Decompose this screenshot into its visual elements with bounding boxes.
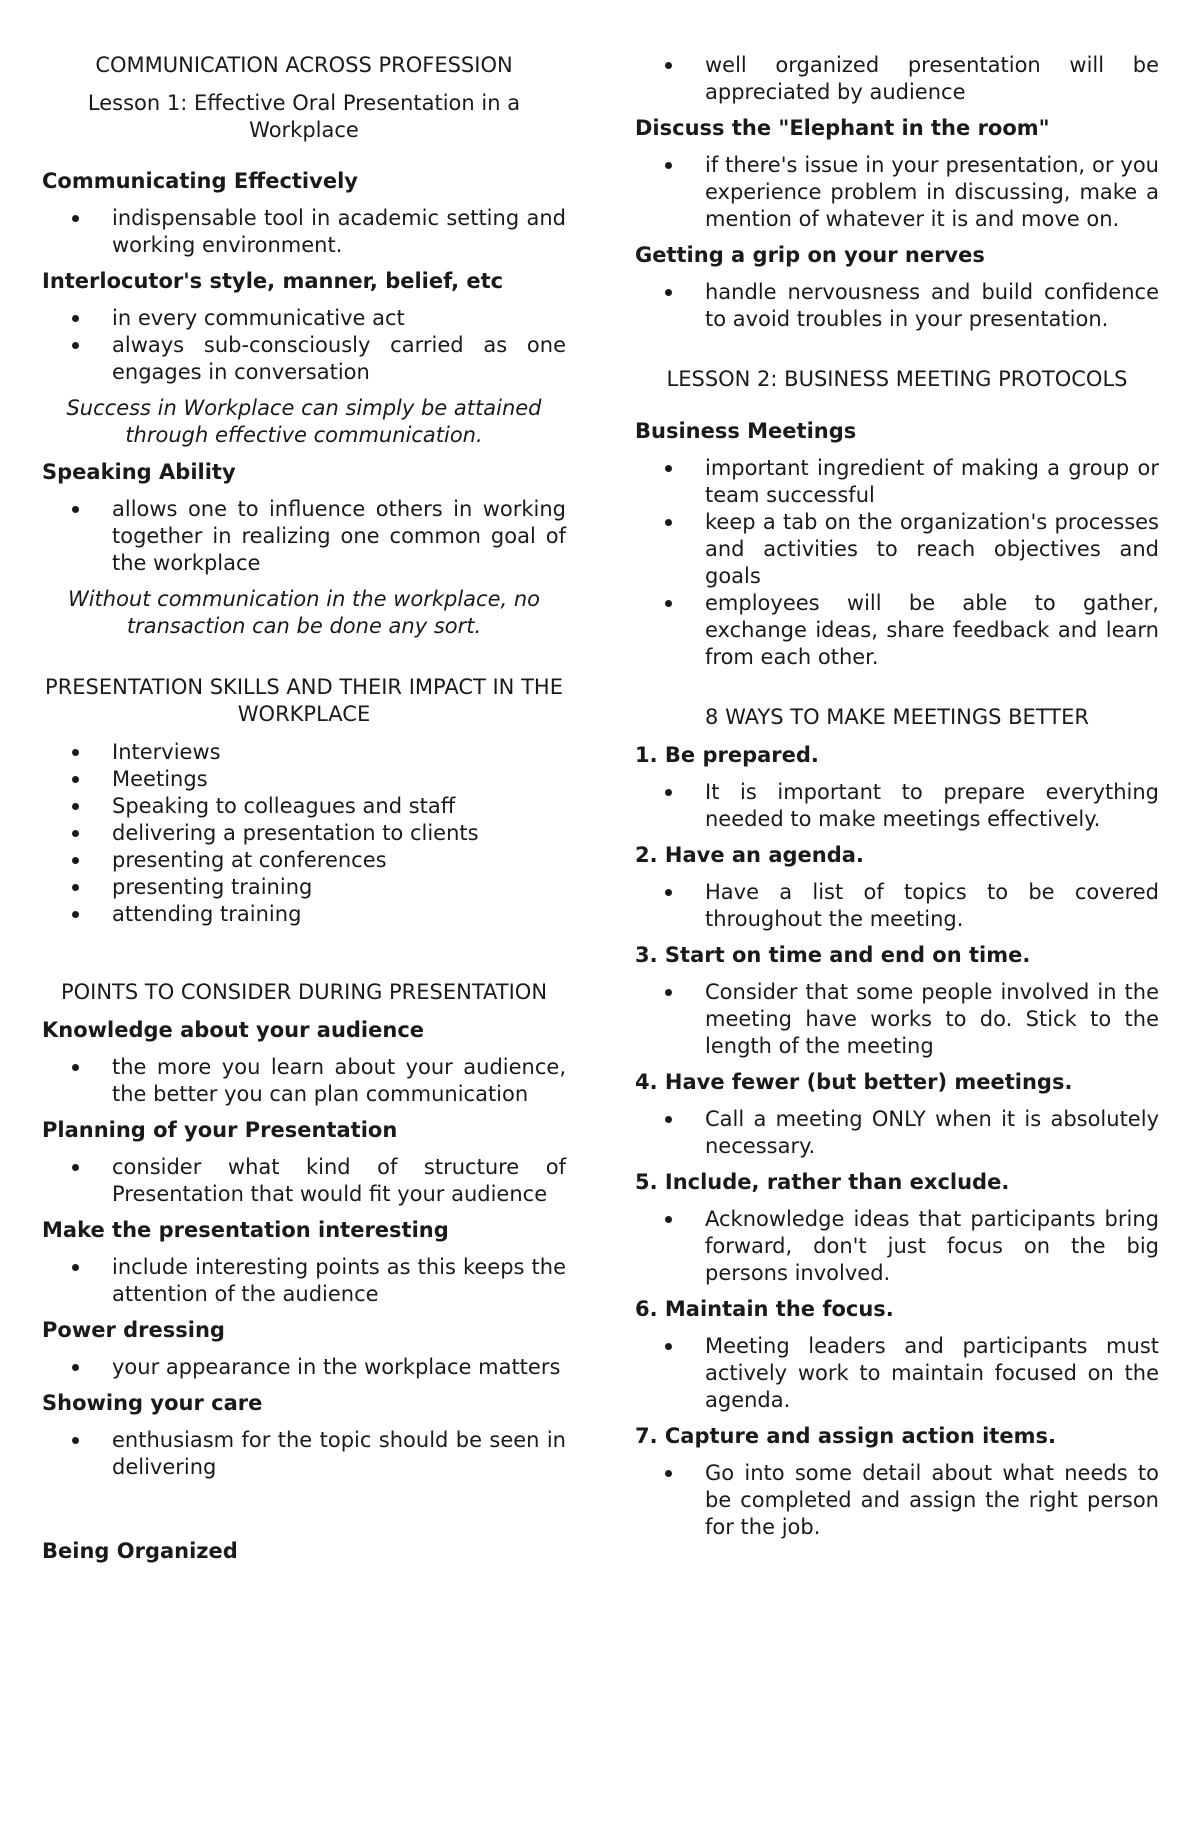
list-skills bbox=[42, 739, 566, 928]
heading-planning: Planning of your Presentation bbox=[42, 1118, 398, 1142]
list-power-dressing bbox=[42, 1354, 566, 1381]
ways-title: 8 WAYS TO MAKE MEETINGS BETTER bbox=[705, 705, 1089, 729]
heading-nerves: Getting a grip on your nerves bbox=[635, 243, 985, 267]
list-item: well organized presentation will be appreciated by audience bbox=[635, 52, 1159, 106]
list-way-2 bbox=[635, 879, 1159, 933]
lesson1-title: Lesson 1: Effective Oral Presentation in a Workplace bbox=[87, 91, 521, 142]
list-item: important ingredient of making a group or team successful bbox=[635, 455, 1159, 509]
list-item: Interviews bbox=[42, 739, 566, 766]
list-way-6 bbox=[635, 1333, 1159, 1414]
heading-communicating-effectively: Communicating Effectively bbox=[42, 169, 358, 193]
document-title: COMMUNICATION ACROSS PROFESSION bbox=[95, 53, 513, 77]
list-item: always sub-consciously carried as one engages in conversation bbox=[42, 332, 566, 386]
heading-being-organized: Being Organized bbox=[42, 1539, 238, 1563]
heading-interlocutor: Interlocutor's style, manner, belief, etc bbox=[42, 269, 504, 293]
right-column bbox=[635, 52, 1159, 1550]
list-item: Speaking to colleagues and staff bbox=[42, 793, 566, 820]
list-item: Meeting leaders and participants must actively work to maintain focused on the agenda. bbox=[635, 1333, 1159, 1414]
list-item: attending training bbox=[42, 901, 566, 928]
heading-way-6: 6. Maintain the focus. bbox=[635, 1297, 894, 1321]
heading-way-7: 7. Capture and assign action items. bbox=[635, 1424, 1056, 1448]
list-way-3 bbox=[635, 979, 1159, 1060]
heading-way-4: 4. Have fewer (but better) meetings. bbox=[635, 1070, 1073, 1094]
list-interesting bbox=[42, 1254, 566, 1308]
list-showing-care bbox=[42, 1427, 566, 1481]
list-item: Meetings bbox=[42, 766, 566, 793]
list-knowledge bbox=[42, 1054, 566, 1108]
heading-knowledge: Knowledge about your audience bbox=[42, 1018, 425, 1042]
note-without-communication: Without communication in the workplace, no transaction can be done any sort. bbox=[67, 587, 541, 638]
list-item: enthusiasm for the topic should be seen in delivering bbox=[42, 1427, 566, 1481]
list-way-1 bbox=[635, 779, 1159, 833]
list-elephant bbox=[635, 152, 1159, 233]
list-being-organized bbox=[635, 52, 1159, 106]
heading-showing-care: Showing your care bbox=[42, 1391, 263, 1415]
heading-interesting: Make the presentation interesting bbox=[42, 1218, 449, 1242]
list-item: presenting at conferences bbox=[42, 847, 566, 874]
list-item: Acknowledge ideas that participants bring forward, don't just focus on the big persons involved. bbox=[635, 1206, 1159, 1287]
list-item: the more you learn about your audience, the better you can plan communication bbox=[42, 1054, 566, 1108]
list-item: Consider that some people involved in the meeting have works to do. Stick to the length of the meeting bbox=[635, 979, 1159, 1060]
list-item: your appearance in the workplace matters bbox=[42, 1354, 566, 1381]
list-item: Go into some detail about what needs to be completed and assign the right person for the job. bbox=[635, 1460, 1159, 1541]
heading-way-5: 5. Include, rather than exclude. bbox=[635, 1170, 1010, 1194]
heading-speaking-ability: Speaking Ability bbox=[42, 460, 236, 484]
list-item: Have a list of topics to be covered throughout the meeting. bbox=[635, 879, 1159, 933]
list-interlocutor bbox=[42, 305, 566, 386]
heading-way-2: 2. Have an agenda. bbox=[635, 843, 864, 867]
list-item: presenting training bbox=[42, 874, 566, 901]
heading-way-3: 3. Start on time and end on time. bbox=[635, 943, 1031, 967]
skills-title: PRESENTATION SKILLS AND THEIR IMPACT IN THE WORKPLACE bbox=[45, 675, 563, 726]
left-column bbox=[42, 52, 566, 1575]
list-communicating bbox=[42, 205, 566, 259]
list-item: It is important to prepare everything needed to make meetings effectively. bbox=[635, 779, 1159, 833]
list-item: delivering a presentation to clients bbox=[42, 820, 566, 847]
lesson2-title: LESSON 2: BUSINESS MEETING PROTOCOLS bbox=[666, 367, 1128, 391]
list-item: keep a tab on the organization's processes and activities to reach objectives and goals bbox=[635, 509, 1159, 590]
heading-business-meetings: Business Meetings bbox=[635, 419, 857, 443]
heading-power-dressing: Power dressing bbox=[42, 1318, 225, 1342]
points-title: POINTS TO CONSIDER DURING PRESENTATION bbox=[60, 980, 548, 1004]
list-way-5 bbox=[635, 1206, 1159, 1287]
list-item: consider what kind of structure of Presentation that would fit your audience bbox=[42, 1154, 566, 1208]
list-item: in every communicative act bbox=[42, 305, 566, 332]
list-business-meetings bbox=[635, 455, 1159, 671]
list-way-7 bbox=[635, 1460, 1159, 1541]
note-success: Success in Workplace can simply be attained through effective communication. bbox=[66, 396, 542, 447]
heading-elephant: Discuss the "Elephant in the room" bbox=[635, 116, 1050, 140]
list-speaking bbox=[42, 496, 566, 577]
list-item: employees will be able to gather, exchange ideas, share feedback and learn from each other. bbox=[635, 590, 1159, 671]
heading-way-1: 1. Be prepared. bbox=[635, 743, 819, 767]
list-item: allows one to influence others in working together in realizing one common goal of the workplace bbox=[42, 496, 566, 577]
list-item: indispensable tool in academic setting and working environment. bbox=[42, 205, 566, 259]
list-nerves bbox=[635, 279, 1159, 333]
list-way-4 bbox=[635, 1106, 1159, 1160]
list-item: include interesting points as this keeps the attention of the audience bbox=[42, 1254, 566, 1308]
list-item: if there's issue in your presentation, or you experience problem in discussing, make a mention of whatever it is and move on. bbox=[635, 152, 1159, 233]
list-planning bbox=[42, 1154, 566, 1208]
list-item: handle nervousness and build confidence to avoid troubles in your presentation. bbox=[635, 279, 1159, 333]
list-item: Call a meeting ONLY when it is absolutely necessary. bbox=[635, 1106, 1159, 1160]
